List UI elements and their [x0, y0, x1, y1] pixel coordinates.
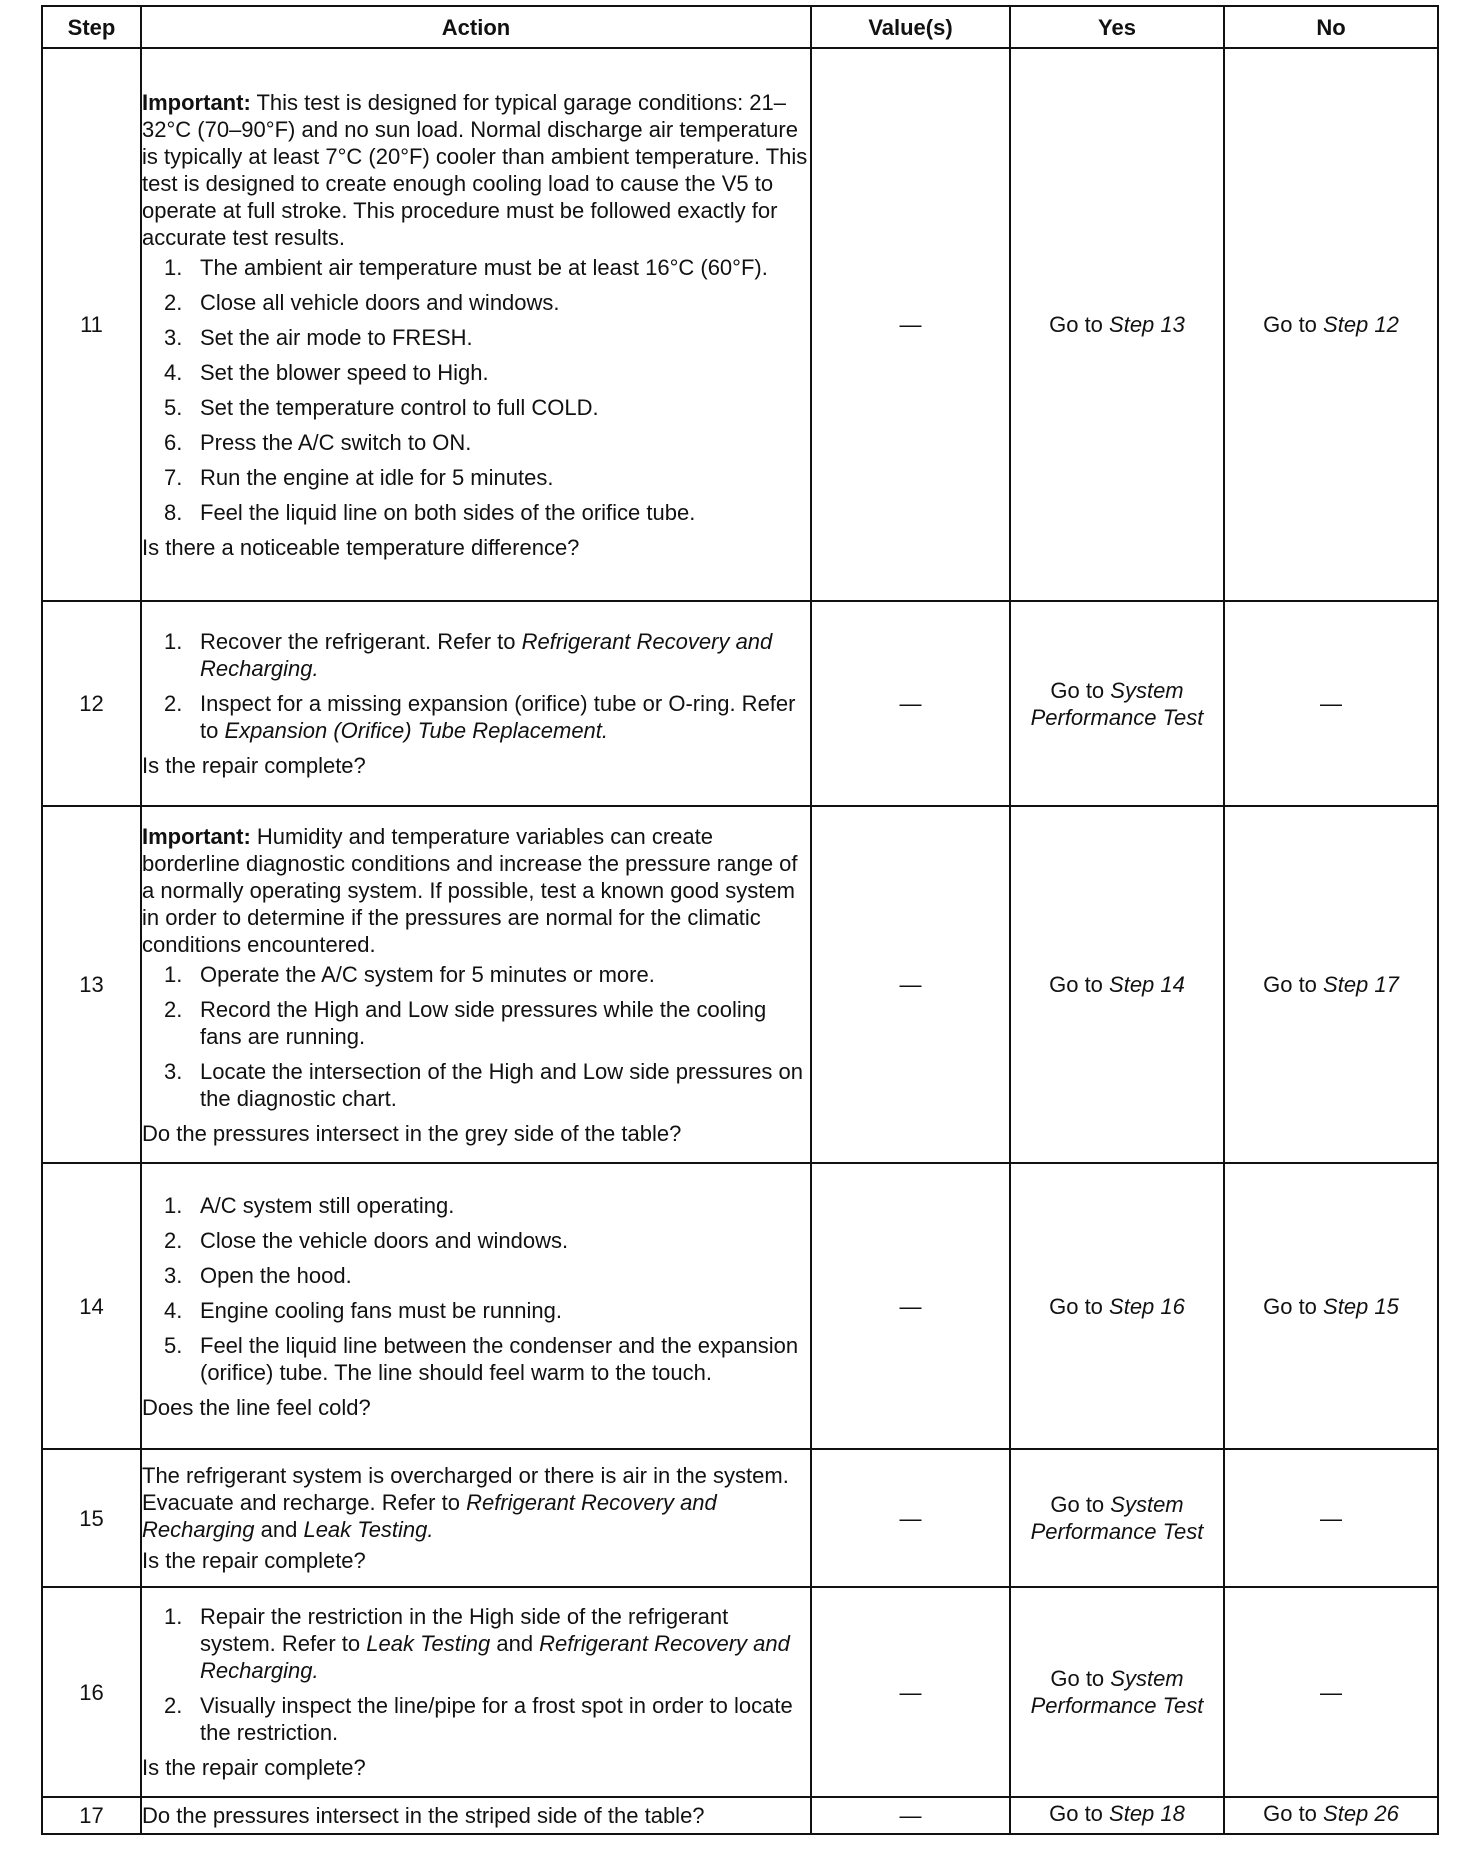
table-row-step-15 — [42, 1449, 1438, 1587]
reference-link[interactable]: Refrigerant Recovery and Recharging. — [200, 629, 773, 681]
list-item — [142, 628, 810, 682]
reference-link[interactable]: Expansion (Orifice) Tube Replacement. — [224, 718, 609, 743]
action-cell — [141, 1163, 811, 1449]
no-cell[interactable] — [1224, 48, 1438, 601]
item-number: 1. — [164, 961, 183, 987]
yes-cell[interactable] — [1010, 1163, 1224, 1449]
procedure-list — [142, 254, 810, 526]
item-number: 1. — [164, 1604, 183, 1629]
yes-cell[interactable] — [1010, 48, 1224, 601]
value-dash: — — [1320, 1679, 1342, 1705]
goto-link[interactable]: System — [1110, 1492, 1184, 1517]
list-item — [142, 464, 810, 491]
question-text: Do the pressures intersect in the grey side of the table? — [142, 1120, 682, 1146]
goto-link-cont[interactable]: Performance Test — [1030, 1519, 1204, 1544]
header-step: Step — [42, 6, 141, 48]
goto-step-link[interactable]: Step 16 — [1109, 1293, 1185, 1319]
goto-text: Go to — [1263, 1801, 1324, 1826]
table-row-step-11 — [42, 48, 1438, 601]
list-item — [142, 394, 810, 421]
goto-step-link[interactable]: Step 18 — [1109, 1801, 1185, 1826]
item-number: 3. — [164, 1058, 183, 1084]
list-item — [142, 1603, 810, 1684]
yes-cell[interactable] — [1010, 601, 1224, 806]
action-cell — [141, 48, 811, 601]
goto-text: Go to — [1050, 1492, 1111, 1517]
list-item — [142, 996, 810, 1050]
list-item — [142, 359, 810, 386]
list-item — [142, 324, 810, 351]
table-row-step-13 — [42, 806, 1438, 1163]
item-number: 4. — [164, 1297, 183, 1323]
value-dash: — — [1320, 691, 1342, 716]
value-dash: — — [899, 691, 922, 716]
list-item — [142, 1058, 810, 1112]
step-number: 17 — [42, 1797, 141, 1834]
list-item — [142, 254, 810, 281]
value-dash: — — [899, 972, 922, 997]
item-text: Open the hood. — [200, 1262, 352, 1288]
action-cell — [141, 601, 811, 806]
list-item — [142, 1297, 810, 1324]
table-row-step-14 — [42, 1163, 1438, 1449]
action-text — [142, 1462, 810, 1543]
reference-link[interactable]: Refrigerant Recovery and Recharging — [142, 1490, 717, 1542]
procedure-list — [142, 1603, 810, 1746]
list-item — [142, 961, 810, 988]
goto-text: Go to — [1049, 312, 1110, 337]
important-text: Humidity and temperature variables can create borderline diagnostic conditions and increase the pressure range of a normally operating system. If possible, test a known good system in order to determine if the pressures are normal for the climatic conditions encountered. — [142, 823, 798, 957]
item-number: 2. — [164, 1227, 183, 1253]
item-text: Close all vehicle doors and windows. — [200, 289, 560, 315]
item-text: Set the blower speed to High. — [200, 359, 489, 385]
action-cell — [141, 1587, 811, 1797]
goto-step-link[interactable]: Step 26 — [1323, 1801, 1399, 1826]
item-number: 7. — [164, 464, 183, 490]
goto-text: Go to — [1049, 972, 1110, 997]
item-number: 2. — [164, 1693, 183, 1718]
item-number: 4. — [164, 359, 183, 385]
goto-text: Go to — [1050, 1666, 1111, 1691]
value-dash: — — [899, 312, 922, 337]
no-cell[interactable] — [1224, 1163, 1438, 1449]
question-text: Is the repair complete? — [142, 1755, 366, 1780]
goto-link-cont[interactable]: Performance Test — [1030, 704, 1204, 730]
list-item — [142, 1192, 810, 1219]
step-number: 12 — [42, 601, 141, 806]
item-text: Visually inspect the line/pipe for a frost spot in order to locate the restriction. — [200, 1693, 793, 1745]
item-number: 2. — [164, 691, 183, 716]
goto-link[interactable]: System — [1110, 677, 1184, 703]
header-row — [42, 6, 1438, 48]
step-number: 11 — [42, 48, 141, 601]
item-number: 2. — [164, 289, 183, 315]
question-text: Is there a noticeable temperature difference? — [142, 534, 580, 560]
item-number: 1. — [164, 254, 183, 280]
item-text: A/C system still operating. — [200, 1192, 455, 1218]
goto-step-link[interactable]: Step 17 — [1323, 972, 1399, 997]
question-text: Is the repair complete? — [142, 753, 366, 778]
action-text-part: The refrigerant system is overcharged or there is air in the system. Evacuate and recharge. Refer to — [142, 1463, 789, 1515]
no-cell — [1224, 1449, 1438, 1587]
header-no: No — [1224, 6, 1438, 48]
value-dash: — — [899, 1803, 922, 1828]
list-item — [142, 690, 810, 744]
item-number: 5. — [164, 394, 183, 420]
goto-text: Go to — [1263, 312, 1324, 337]
item-text: Feel the liquid line between the condenser and the expansion (orifice) tube. The line should feel warm to the touch. — [200, 1332, 799, 1385]
step-number: 15 — [42, 1449, 141, 1587]
table-row-step-12 — [42, 601, 1438, 806]
goto-link-cont[interactable]: Performance Test — [1030, 1693, 1204, 1718]
goto-text: Go to — [1263, 972, 1324, 997]
item-text: Feel the liquid line on both sides of the orifice tube. — [200, 499, 696, 525]
list-item — [142, 1692, 810, 1746]
item-text: Set the air mode to FRESH. — [200, 324, 473, 350]
value-cell — [811, 1587, 1010, 1797]
yes-cell[interactable] — [1010, 1587, 1224, 1797]
reference-link[interactable]: Leak Testing. — [303, 1517, 434, 1542]
item-text: Recover the refrigerant. Refer to — [200, 629, 522, 654]
goto-text: Go to — [1050, 677, 1111, 703]
table-row-step-17 — [42, 1797, 1438, 1834]
list-item — [142, 429, 810, 456]
item-text: Set the temperature control to full COLD. — [200, 394, 599, 420]
question-text: Does the line feel cold? — [142, 1394, 371, 1420]
yes-cell[interactable] — [1010, 806, 1224, 1163]
goto-text: Go to — [1263, 1293, 1324, 1319]
item-text: The ambient air temperature must be at least 16°C (60°F). — [200, 254, 768, 280]
value-cell — [811, 1449, 1010, 1587]
table-row-step-16 — [42, 1587, 1438, 1797]
value-cell — [811, 601, 1010, 806]
yes-cell[interactable] — [1010, 1797, 1224, 1834]
question-text: Is the repair complete? — [142, 1548, 366, 1573]
list-item — [142, 1332, 810, 1386]
item-text: Engine cooling fans must be running. — [200, 1297, 563, 1323]
item-number: 3. — [164, 1262, 183, 1288]
important-label: Important: — [142, 89, 251, 115]
action-cell — [141, 1449, 811, 1587]
diagnostic-table-page — [41, 5, 1437, 1835]
action-cell — [141, 806, 811, 1163]
step-number: 13 — [42, 806, 141, 1163]
goto-text: Go to — [1049, 1293, 1110, 1319]
list-item — [142, 499, 810, 526]
list-item — [142, 1227, 810, 1254]
item-text: Close the vehicle doors and windows. — [200, 1227, 569, 1253]
important-text: This test is designed for typical garage conditions: 21–32°C (70–90°F) and no sun load. Normal discharge air temperature is typically at least 7°C (20°F) cooler than ambient temperature. This test is designed to create enough cooling load to cause the V5 to operate at full stroke. This procedure must be followed exactly for accurate test results. — [142, 89, 808, 250]
procedure-list — [142, 961, 810, 1112]
value-dash: — — [1320, 1505, 1342, 1531]
header-action: Action — [141, 6, 811, 48]
no-cell — [1224, 1587, 1438, 1797]
yes-cell[interactable] — [1010, 1449, 1224, 1587]
item-number: 5. — [164, 1332, 183, 1358]
item-text: Press the A/C switch to ON. — [200, 429, 472, 455]
list-item — [142, 1262, 810, 1289]
item-text: Locate the intersection of the High and Low side pressures on the diagnostic chart. — [200, 1058, 803, 1111]
value-dash: — — [899, 1505, 922, 1531]
action-text-part: and — [254, 1517, 304, 1542]
item-text: Run the engine at idle for 5 minutes. — [200, 464, 554, 490]
value-cell — [811, 48, 1010, 601]
no-cell[interactable] — [1224, 1797, 1438, 1834]
item-number: 3. — [164, 324, 183, 350]
item-number: 1. — [164, 1192, 183, 1218]
no-cell — [1224, 601, 1438, 806]
list-item — [142, 289, 810, 316]
item-number: 1. — [164, 629, 183, 654]
value-dash: — — [899, 1293, 922, 1319]
item-number: 2. — [164, 996, 183, 1022]
step-number: 16 — [42, 1587, 141, 1797]
action-cell — [141, 1797, 811, 1834]
item-text: Record the High and Low side pressures while the cooling fans are running. — [200, 996, 767, 1049]
item-text: Operate the A/C system for 5 minutes or more. — [200, 961, 655, 987]
value-cell — [811, 806, 1010, 1163]
value-dash: — — [899, 1679, 922, 1705]
diagnostic-table — [41, 5, 1439, 1835]
no-cell[interactable] — [1224, 806, 1438, 1163]
important-note — [142, 89, 810, 251]
item-text: and — [490, 1631, 540, 1656]
item-number: 6. — [164, 429, 183, 455]
procedure-list — [142, 1192, 810, 1386]
goto-text: Go to — [1049, 1801, 1110, 1826]
item-text: Inspect for a missing expansion (orifice) tube or O-ring. Refer to — [200, 691, 796, 743]
question-text: Do the pressures intersect in the striped side of the table? — [142, 1803, 705, 1828]
reference-link[interactable]: Refrigerant Recovery and Recharging. — [200, 1631, 790, 1683]
important-label: Important: — [142, 823, 251, 849]
important-note — [142, 823, 810, 958]
reference-link[interactable]: Leak Testing — [366, 1631, 491, 1656]
value-cell — [811, 1163, 1010, 1449]
goto-step-link[interactable]: Step 12 — [1323, 312, 1399, 337]
item-number: 8. — [164, 499, 183, 525]
value-cell — [811, 1797, 1010, 1834]
item-text: Repair the restriction in the High side of the refrigerant system. Refer to — [200, 1604, 729, 1656]
goto-step-link[interactable]: Step 14 — [1109, 972, 1185, 997]
procedure-list — [142, 628, 810, 744]
header-values: Value(s) — [811, 6, 1010, 48]
goto-step-link[interactable]: Step 15 — [1323, 1293, 1399, 1319]
goto-link[interactable]: System — [1110, 1666, 1184, 1691]
step-number: 14 — [42, 1163, 141, 1449]
goto-step-link[interactable]: Step 13 — [1109, 312, 1185, 337]
header-yes: Yes — [1010, 6, 1224, 48]
